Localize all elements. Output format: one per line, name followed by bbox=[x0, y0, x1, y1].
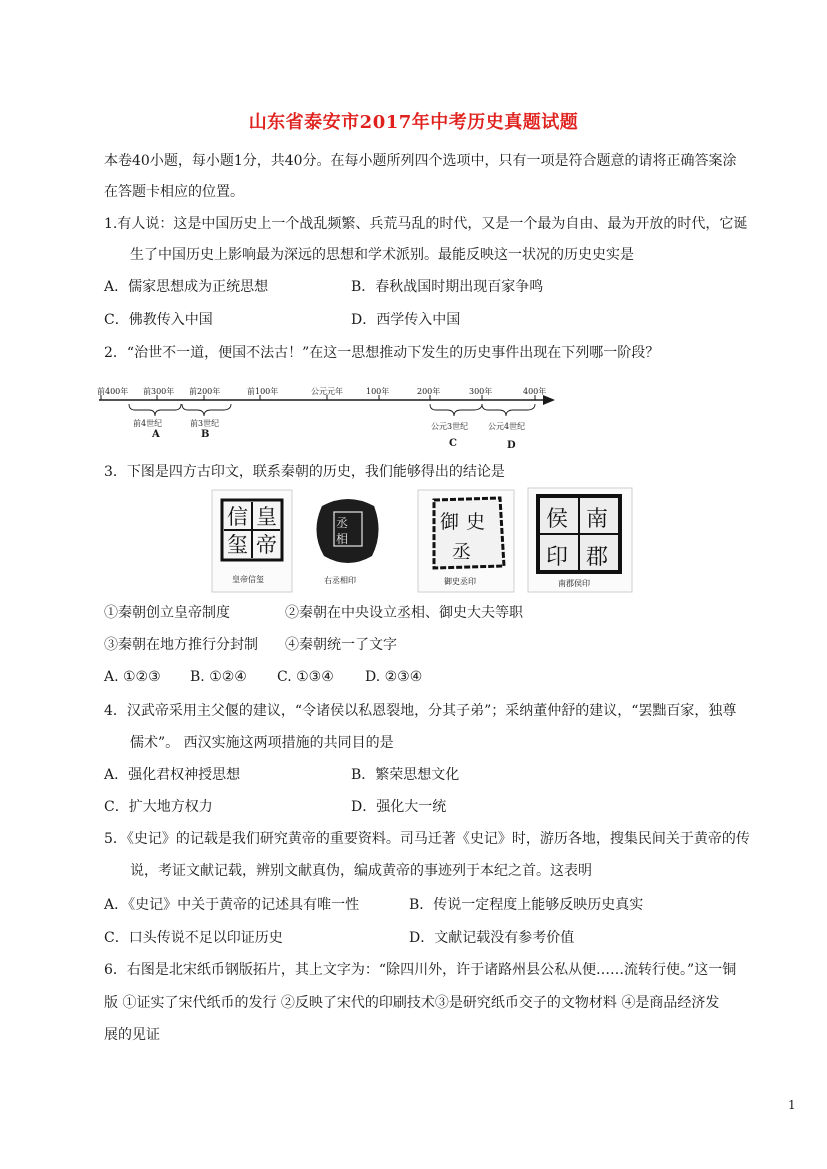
seal-1-glyph-2: 帝 bbox=[256, 533, 277, 557]
seal-4-glyph-3: 侯 bbox=[546, 507, 569, 532]
q2-timeline-figure bbox=[97, 380, 561, 452]
seal-2-image bbox=[308, 490, 388, 592]
seal-caption-1: 皇帝信玺 bbox=[232, 575, 264, 584]
range-label-c: 公元3世纪 bbox=[431, 422, 469, 431]
q3-stem: 3．下图是四方古印文，联系秦朝的历史，我们能够得出的结论是 bbox=[104, 464, 505, 480]
tick-label-6: 100年 bbox=[366, 387, 390, 396]
tick-label-4: 前100年 bbox=[247, 387, 279, 396]
seal-3-image bbox=[418, 490, 514, 592]
tick-label-1: 前400年 bbox=[97, 387, 129, 396]
tick-label-9: 400年 bbox=[523, 387, 547, 396]
q3-option-b: B. ①②④ bbox=[190, 669, 247, 685]
q3-statement-1: ①秦朝创立皇帝制度 bbox=[104, 605, 230, 621]
seal-1-image bbox=[212, 490, 292, 592]
q4-option-b: B．繁荣思想文化 bbox=[351, 767, 460, 783]
seal-3-glyph-1: 御 bbox=[440, 511, 460, 533]
q6-stem-line-2: 版 ①证实了宋代纸币的发行 ②反映了宋代的印刷技术③是研究纸币交子的文物材料 ④是商品经济发 bbox=[104, 995, 720, 1011]
tick-label-3: 前200年 bbox=[189, 387, 221, 396]
q4-stem-line-1: 4．汉武帝采用主父偃的建议，“令诸侯以私恩裂地，分其子弟”；采纳董仲舒的建议，“罢黜百家，独尊 bbox=[104, 703, 737, 719]
seal-2-glyph-2: 相 bbox=[336, 532, 349, 546]
page-title: 山东省泰安市2017年中考历史真题试题 bbox=[248, 112, 579, 133]
q4-stem-line-2: 儒术”。 西汉实施这两项措施的共同目的是 bbox=[130, 735, 394, 751]
q3-option-c: C. ①③④ bbox=[277, 669, 334, 685]
q5-stem-line-2: 说，考证文献记载，辨别文献真伪，编成黄帝的事迹列于本纪之首。这表明 bbox=[130, 863, 592, 879]
seal-4-image bbox=[528, 488, 632, 592]
q3-statement-2: ②秦朝在中央设立丞相、御史大夫等职 bbox=[285, 605, 523, 621]
q3-seal-images bbox=[208, 486, 638, 594]
seal-4-glyph-2: 郡 bbox=[586, 545, 609, 570]
q5-option-d: D．文献记载没有参考价值 bbox=[409, 930, 575, 946]
q6-stem-line-3: 展的见证 bbox=[104, 1027, 160, 1043]
seal-4-glyph-1: 南 bbox=[586, 507, 609, 532]
q5-option-a: A．《史记》中关于黄帝的记述具有唯一性 bbox=[104, 897, 360, 913]
q3-statement-4: ④秦朝统一了文字 bbox=[285, 637, 397, 653]
q3-option-d: D. ②③④ bbox=[365, 669, 423, 685]
q2-stem: 2．“治世不一道，便国不法古！”在这一思想推动下发生的历史事件出现在下列哪一阶段？ bbox=[104, 345, 660, 361]
tick-label-2: 前300年 bbox=[143, 387, 175, 396]
letter-a: A bbox=[152, 429, 160, 440]
q1-stem-line-2: 生了中国历史上影响最为深远的思想和学术派别。最能反映这一状况的历史史实是 bbox=[130, 247, 634, 263]
q5-option-b: B．传说一定程度上能够反映历史真实 bbox=[409, 897, 644, 913]
q1-option-c: C．佛教传入中国 bbox=[104, 312, 213, 328]
seal-1-glyph-3: 信 bbox=[227, 505, 248, 529]
page-number: 1 bbox=[788, 1098, 796, 1112]
q4-option-d: D．强化大一统 bbox=[351, 799, 447, 815]
letter-b: B bbox=[201, 429, 210, 440]
q1-option-b: B．春秋战国时期出现百家争鸣 bbox=[351, 279, 544, 295]
q1-stem-line-1: 1.有人说：这是中国历史上一个战乱频繁、兵荒马乱的时代，又是一个最为自由、最为开放的时代，它诞 bbox=[104, 216, 748, 232]
letter-c: C bbox=[449, 438, 457, 449]
seal-1-glyph-4: 玺 bbox=[227, 533, 248, 557]
q5-stem-line-1: 5．《史记》的记载是我们研究黄帝的重要资料。司马迁著《史记》时，游历各地，搜集民间关于黄帝的传 bbox=[104, 831, 750, 847]
timeline-arrow-icon bbox=[543, 395, 555, 405]
letter-d: D bbox=[507, 440, 516, 451]
seal-4-glyph-4: 印 bbox=[546, 545, 569, 570]
q1-option-a: A．儒家思想成为正统思想 bbox=[104, 279, 269, 295]
range-label-d: 公元4世纪 bbox=[488, 422, 526, 431]
q3-option-a: A. ①②③ bbox=[104, 669, 161, 685]
tick-label-5: 公元元年 bbox=[311, 387, 343, 396]
seal-caption-4: 南郡侯印 bbox=[558, 579, 590, 588]
q1-option-d: D．西学传入中国 bbox=[351, 312, 461, 328]
seal-3-glyph-2: 史 bbox=[466, 511, 486, 533]
tick-label-8: 300年 bbox=[469, 387, 493, 396]
intro-line-2: 在答题卡相应的位置。 bbox=[104, 184, 244, 200]
seal-3-glyph-3: 丞 bbox=[452, 541, 472, 563]
seal-2-glyph-1: 丞 bbox=[336, 516, 349, 530]
seal-caption-2: 右丞相印 bbox=[324, 576, 356, 585]
range-label-a: 前4世纪 bbox=[133, 419, 163, 428]
seal-1-glyph-1: 皇 bbox=[256, 505, 277, 529]
tick-label-7: 200年 bbox=[417, 387, 441, 396]
q4-option-a: A．强化君权神授思想 bbox=[104, 767, 241, 783]
seal-caption-3: 御史丞印 bbox=[444, 577, 476, 586]
intro-line-1: 本卷40小题，每小题1分，共40分。在每小题所列四个选项中，只有一项是符合题意的请将正确答案涂 bbox=[104, 153, 737, 169]
q4-option-c: C．扩大地方权力 bbox=[104, 799, 213, 815]
range-label-b: 前3世纪 bbox=[190, 419, 220, 428]
q6-stem-line-1: 6．右图是北宋纸币钢版拓片，其上文字为：“除四川外，许于诸路州县公私从便……流转行使。”这一铜 bbox=[104, 962, 737, 978]
q5-option-c: C．口头传说不足以印证历史 bbox=[104, 930, 283, 946]
q3-statement-3: ③秦朝在地方推行分封制 bbox=[104, 637, 258, 653]
